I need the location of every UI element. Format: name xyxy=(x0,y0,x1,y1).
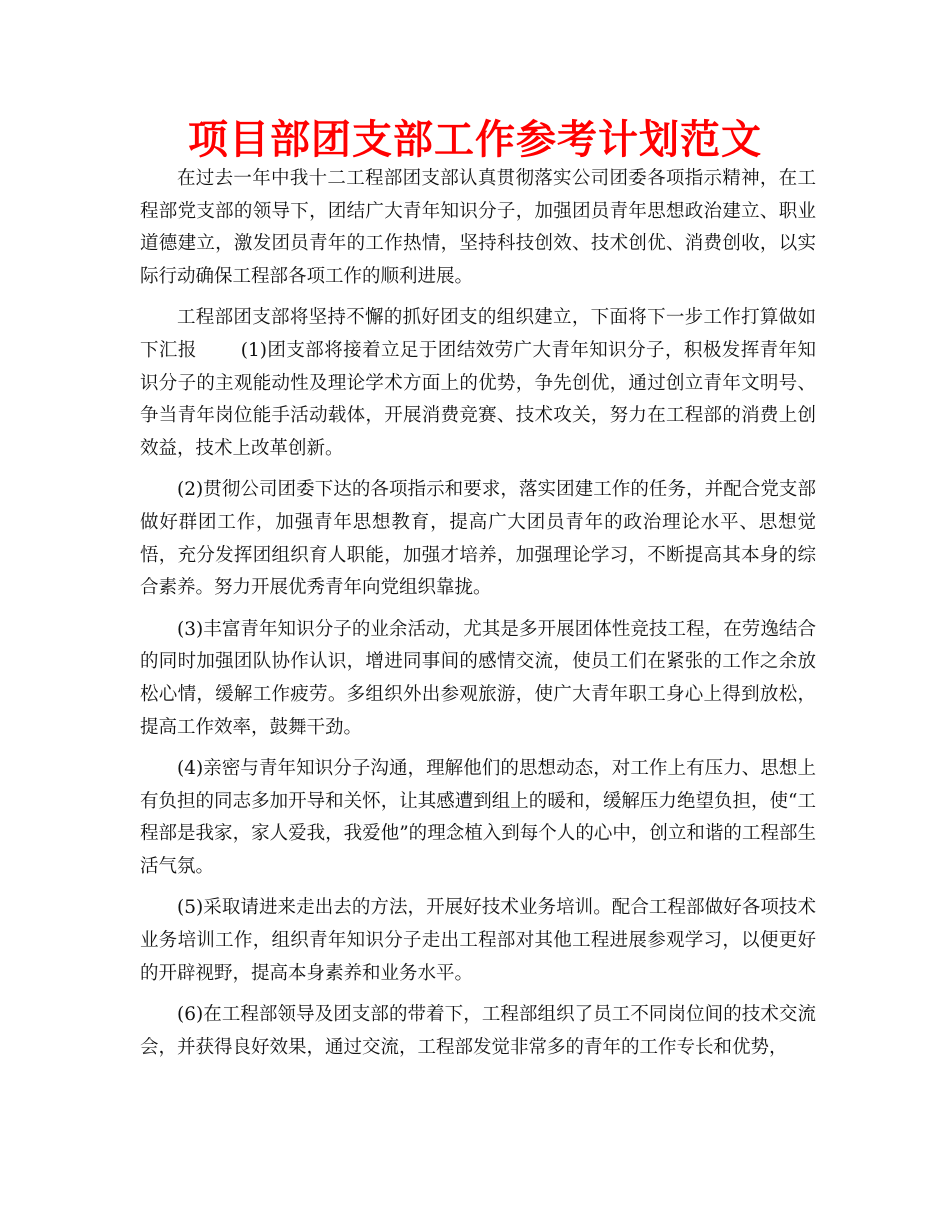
paragraph-2-intro: 工程部团支部将坚持不懈的抓好团支的组织建立，下面将下一步工作打算做如下汇报 xyxy=(140,307,816,361)
document-body xyxy=(140,163,816,1073)
paragraph-2-item-1: (1)团支部将接着立足于团结效劳广大青年知识分子，积极发挥青年知识分子的主观能动性及理论学术方面上的优势，争先创优，通过创立青年文明号、争当青年岗位能手活动载体，开展消费竞赛、技术攻关，努力在工程部的消费上创效益，技术上改革创新。 xyxy=(140,339,816,459)
paragraph-2 xyxy=(140,302,816,465)
paragraph-3: (2)贯彻公司团委下达的各项指示和要求，落实团建工作的任务，并配合党支部做好群团工作，加强青年思想教育，提高广大团员青年的政治理论水平、思想觉悟，充分发挥团组织育人职能，加强才培养，加强理论学习，不断提高其本身的综合素养。努力开展优秀青年向党组织靠拢。 xyxy=(140,479,816,599)
document-title: 项目部团支部工作参考计划范文 xyxy=(188,117,762,163)
paragraph-6: (5)采取请进来走出去的方法，开展好技术业务培训。配合工程部做好各项技术业务培训工作，组织青年知识分子走出工程部对其他工程进展参观学习，以便更好的开辟视野，提高本身素养和业务水平。 xyxy=(140,897,816,984)
paragraph-1: 在过去一年中我十二工程部团支部认真贯彻落实公司团委各项指示精神，在工程部党支部的领导下，团结广大青年知识分子，加强团员青年思想政治建立、职业道德建立，激发团员青年的工作热情，坚持科技创效、技术创优、消费创收，以实际行动确保工程部各项工作的顺利进展。 xyxy=(140,168,816,287)
paragraph-5: (4)亲密与青年知识分子沟通，理解他们的思想动态，对工作上有压力、思想上有负担的同志多加开导和关怀，让其感遭到组上的暖和，缓解压力绝望负担，使“工程部是我家，家人爱我，我爱他”的理念植入到每个人的心中，创立和谐的工程部生活气氛。 xyxy=(140,758,816,877)
paragraph-4: (3)丰富青年知识分子的业余活动，尤其是多开展团体性竞技工程，在劳逸结合的同时加强团队协作认识，增进同事间的感情交流，使员工们在紧张的工作之余放松心情，缓解工作疲劳。多组织外出参观旅游，使广大青年职工身心上得到放松，提高工作效率，鼓舞干劲。 xyxy=(140,618,816,738)
paragraph-7: (6)在工程部领导及团支部的带着下，工程部组织了员工不同岗位间的技术交流会，并获得良好效果，通过交流，工程部发觉非常多的青年的工作专长和优势， xyxy=(140,1004,816,1058)
